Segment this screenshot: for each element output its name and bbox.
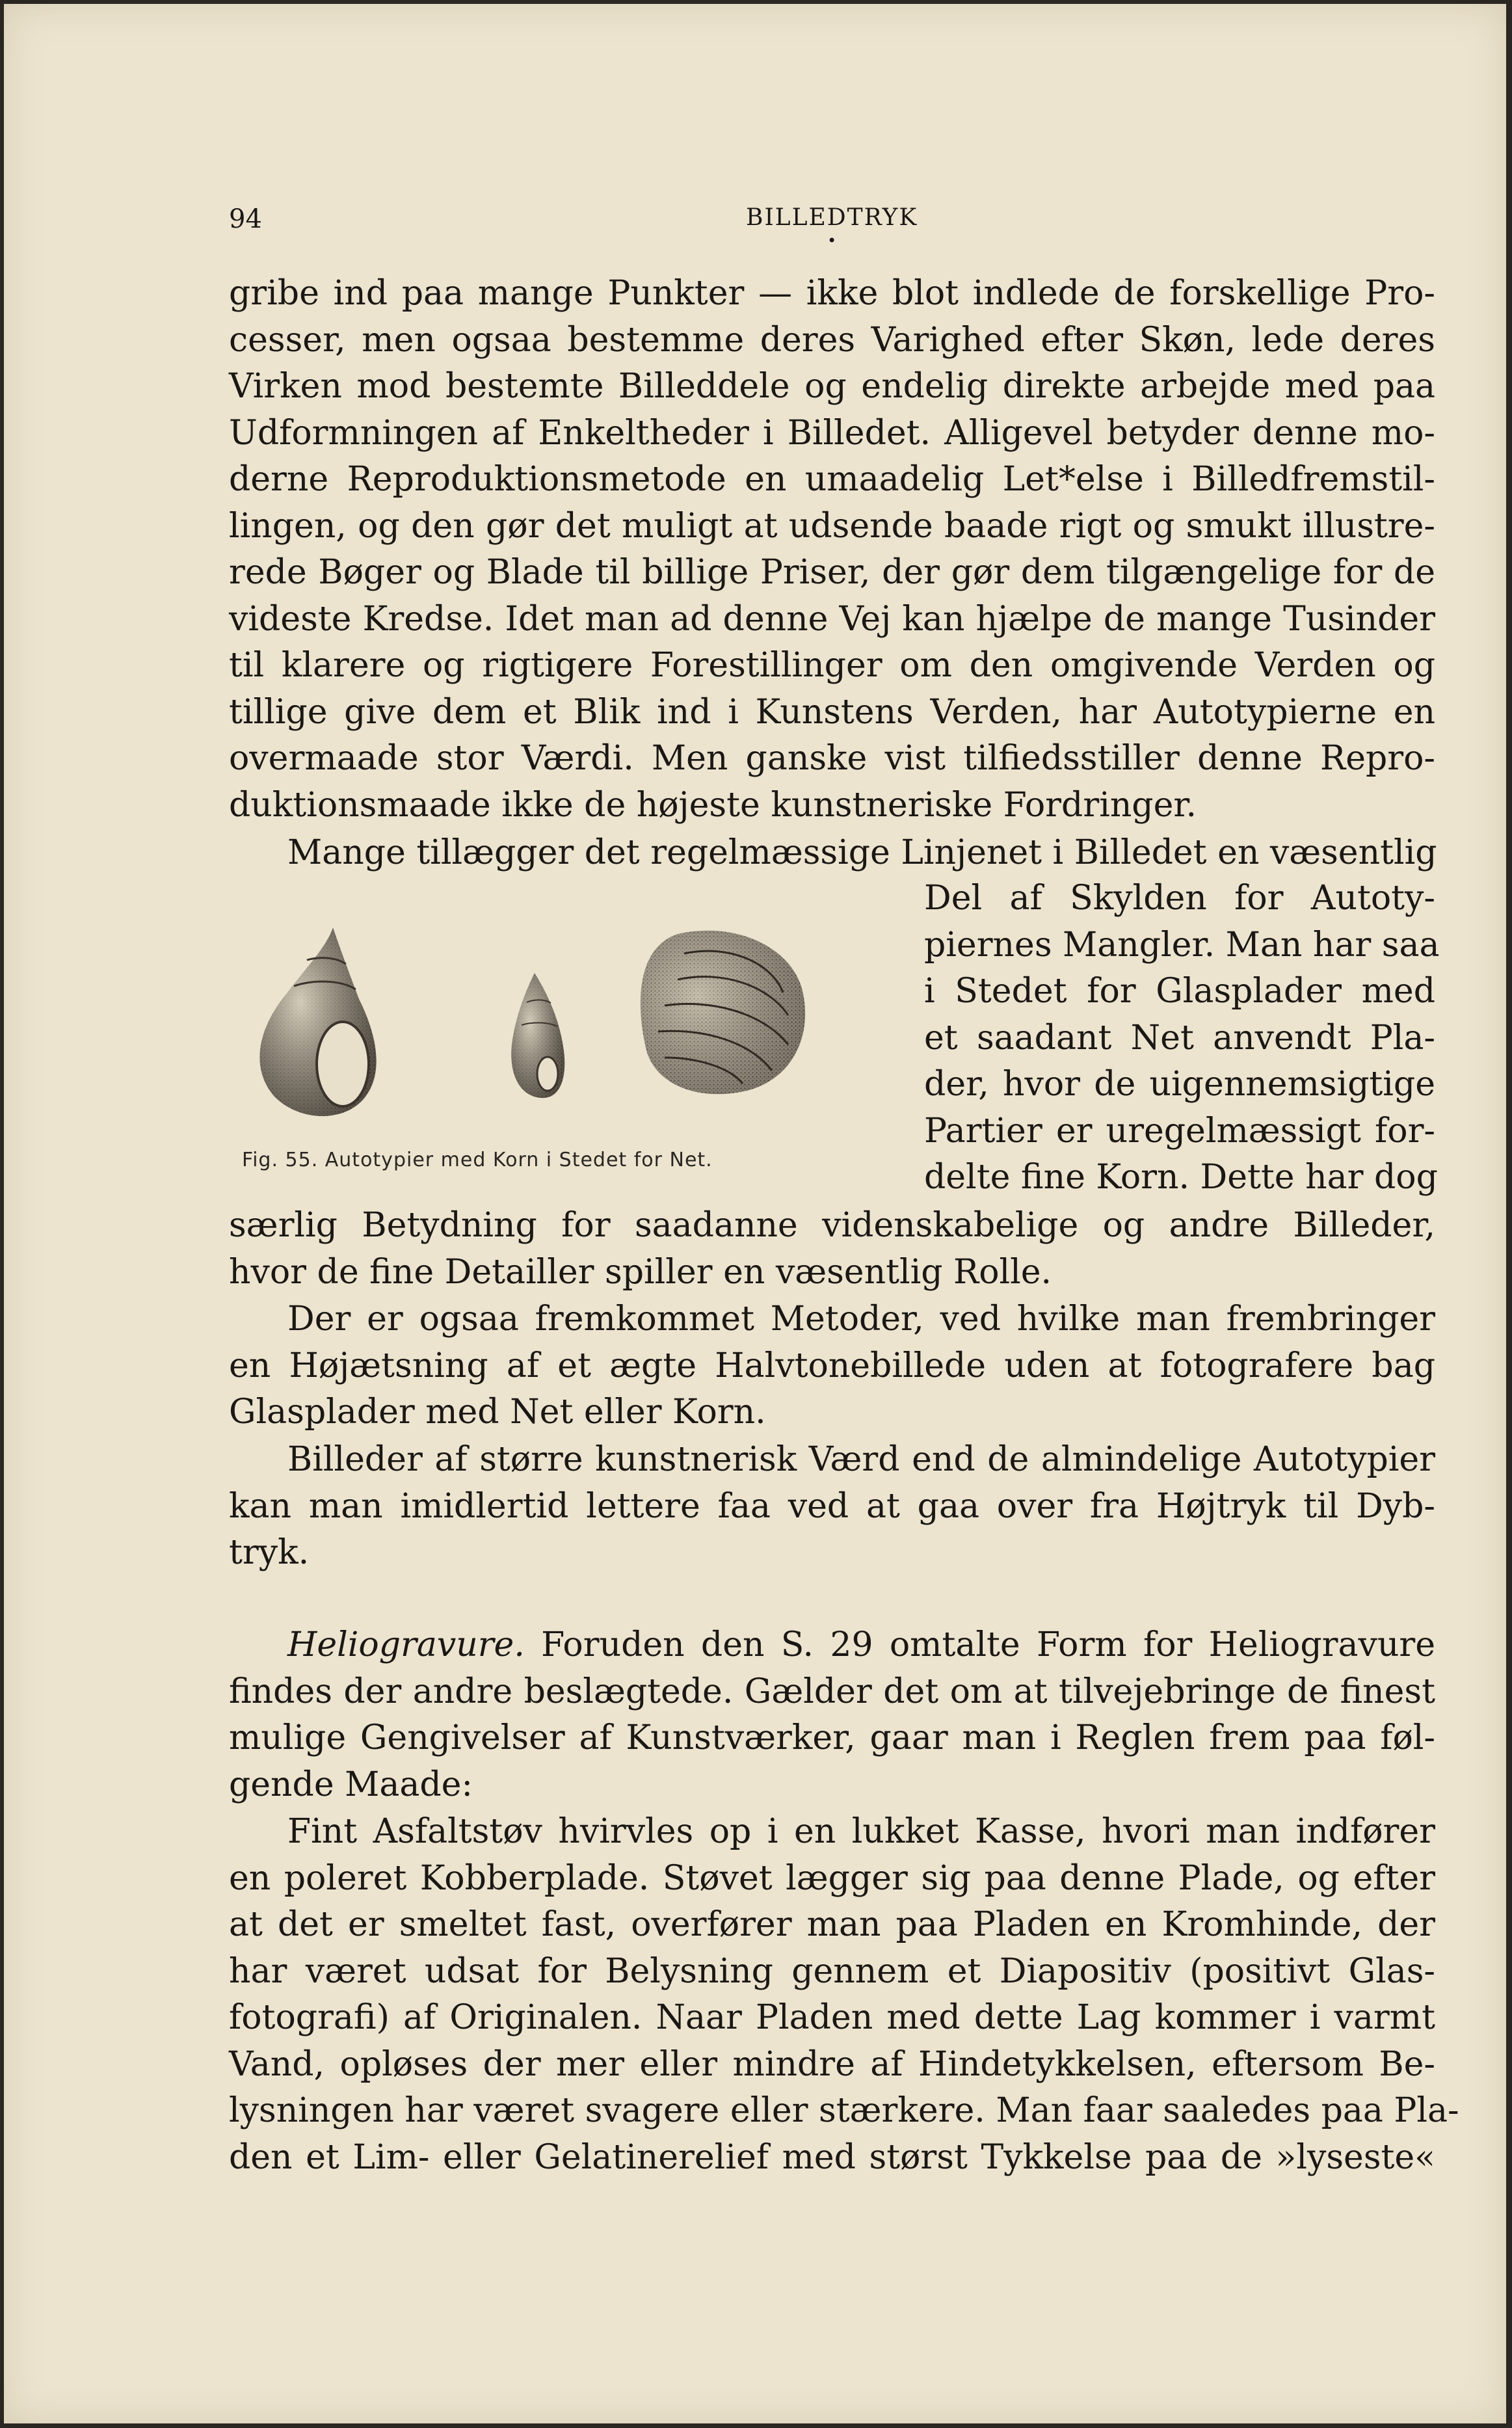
small-snail-shell	[511, 973, 564, 1098]
text-line: en Højætsning af et ægte Halvtonebillede uden at fotografere bag	[229, 1346, 1435, 1385]
figure-55	[229, 908, 879, 1194]
paragraph-2-wrapped-text	[924, 875, 1440, 1201]
text-line: Fint Asfaltstøv hvirvles op i en lukket Kasse, hvori man indfører	[287, 1812, 1435, 1851]
text-line: Partier er uregelmæssigt for-	[924, 1111, 1435, 1151]
text-line: Del af Skylden for Autoty-	[924, 879, 1435, 918]
paragraph-4	[229, 1437, 1435, 1577]
text-line: Glasplader med Net eller Korn.	[229, 1393, 766, 1432]
text-line: til klarere og rigtigere Forestillinger om den omgivende Verden og	[229, 646, 1435, 685]
text-line: Billeder af større kunstnerisk Værd end de almindelige Autotypier	[287, 1440, 1435, 1479]
text-line: derne Reproduktionsmetode en umaadelig Let*else i Billedfremstil-	[229, 460, 1435, 499]
text-line: findes der andre beslægtede. Gælder det om at tilvejebringe de finest	[229, 1672, 1435, 1711]
text-line: har været udsat for Belysning gennem et Diapositiv (positivt Glas-	[229, 1951, 1435, 1991]
text-line: Mange tillægger det regelmæssige Linjenet i Billedet en væsentlig	[287, 833, 1437, 872]
text-line: videste Kredse. Idet man ad denne Vej kan hjælpe de mange Tusinder	[229, 599, 1435, 639]
clam-shell	[641, 931, 805, 1094]
shells-illustration	[229, 908, 879, 1142]
text-line: gribe ind paa mange Punkter — ikke blot indlede de forskellige Pro-	[229, 274, 1435, 313]
text-line: en poleret Kobberplade. Støvet lægger sig paa denne Plade, og efter	[229, 1858, 1435, 1898]
book-page	[4, 4, 1506, 2423]
text-line: delte fine Korn. Dette har dog	[924, 1158, 1438, 1197]
text-line: Vand, opløses der mer eller mindre af Hindetykkelsen, eftersom Be-	[229, 2044, 1435, 2084]
text-line: Heliogravure. Foruden den S. 29 omtalte Form for Heliogravure	[287, 1625, 1435, 1664]
text-line: i Stedet for Glasplader med	[924, 972, 1435, 1011]
paragraph-2-rest	[229, 1203, 1435, 1296]
text-line: der, hvor de uigennemsigtige	[924, 1065, 1435, 1104]
text-line: Der er ogsaa fremkommet Metoder, ved hvilke man frembringer	[287, 1300, 1435, 1339]
paragraph-5	[229, 1622, 1435, 1808]
section-heading-heliogravure: Heliogravure.	[287, 1625, 525, 1664]
text-line: kan man imidlertid lettere faa ved at gaa over fra Højtryk til Dyb-	[229, 1486, 1435, 1526]
page-number: 94	[229, 204, 262, 234]
text-line: at det er smeltet fast, overfører man paa Pladen en Kromhinde, der	[229, 1905, 1435, 1944]
text-line: den et Lim- eller Gelatinerelief med størst Tykkelse paa de »lyseste«	[229, 2137, 1435, 2177]
text-line: et saadant Net anvendt Pla-	[924, 1018, 1435, 1058]
figure-caption: Fig. 55. Autotypier med Korn i Stedet for Net.	[242, 1149, 713, 1171]
text-line: cesser, men ogsaa bestemme deres Varighed efter Skøn, lede deres	[229, 320, 1435, 360]
text-line: fotografi) af Originalen. Naar Pladen med dette Lag kommer i varmt	[229, 1998, 1435, 2037]
paragraph-2-first-line	[229, 830, 1435, 877]
text-line: mulige Gengivelser af Kunstværker, gaar man i Reglen frem paa føl-	[229, 1718, 1435, 1757]
running-head-dot: •	[827, 232, 837, 250]
text-line: overmaade stor Værdi. Men ganske vist tilfiedsstiller denne Repro-	[229, 739, 1435, 778]
text-line: hvor de fine Detailler spiller en væsentlig Rolle.	[229, 1252, 1052, 1292]
text-line: Udformningen af Enkeltheder i Billedet. Alligevel betyder denne mo-	[229, 413, 1435, 453]
paragraph-6	[229, 1809, 1459, 2181]
text-line: lysningen har været svagere eller stærkere. Man faar saaledes paa Pla-	[229, 2091, 1459, 2130]
text-line: piernes Mangler. Man har saa	[924, 925, 1440, 965]
large-snail-shell	[259, 927, 376, 1116]
text-line: lingen, og den gør det muligt at udsende baade rigt og smukt illustre-	[229, 506, 1435, 546]
text-line: særlig Betydning for saadanne videnskabelige og andre Billeder,	[229, 1206, 1435, 1245]
page-header	[229, 204, 1422, 250]
paragraph-1	[229, 271, 1435, 829]
text-line: rede Bøger og Blade til billige Priser, der gør dem tilgængelige for de	[229, 553, 1435, 592]
running-head: BILLEDTRYK	[746, 204, 918, 231]
text-line: gende Maade:	[229, 1765, 473, 1804]
text-line: tryk.	[229, 1533, 310, 1572]
text-line: Virken mod bestemte Billeddele og endelig direkte arbejde med paa	[229, 367, 1435, 406]
paragraph-3	[229, 1296, 1435, 1436]
text-line: tillige give dem et Blik ind i Kunstens Verden, har Autotypierne en	[229, 692, 1435, 732]
text-line: duktionsmaade ikke de højeste kunstneriske Fordringer.	[229, 785, 1197, 825]
